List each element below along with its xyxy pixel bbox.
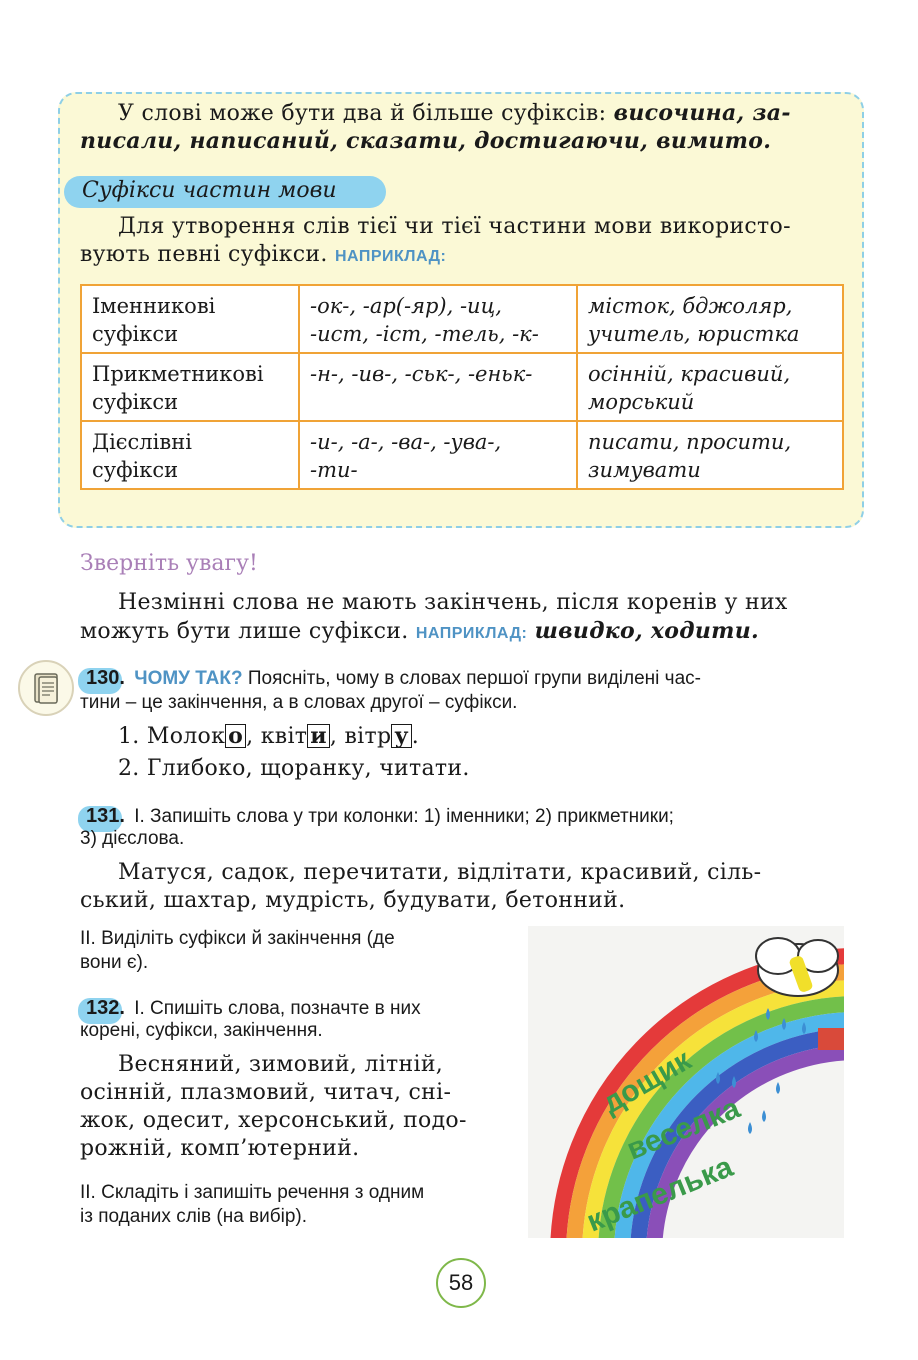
exercise-131-part2-line-1: ІІ. Виділіть суфікси й закінчення (де (80, 928, 395, 949)
table-row: Іменникові суфікси -ок-, -ар(-яр), -иц, -ист, -іст, -тель, -к- місток, бджоляр, учитель, юристка (81, 285, 843, 353)
exercise-number: 132. (80, 996, 129, 1021)
attention-line-2: можуть бути лише суфікси. НАПРИКЛАД: швидко, ходити. (80, 618, 760, 644)
page-number: 58 (436, 1258, 486, 1308)
exercise-number: 131. (80, 804, 129, 829)
exercise-130-row-2: 2. Глибоко, щоранку, читати. (118, 756, 470, 781)
exercise-132-part2-line-1: ІІ. Складіть і запишіть речення з одним (80, 1182, 425, 1203)
word-krapelka: крапелька (582, 1150, 738, 1238)
notebook-icon (18, 660, 74, 716)
word-doshchyk: дощик (597, 1043, 697, 1121)
exercise-131-line-1: 131. І. Запишіть слова у три колонки: 1) іменники; 2) прикметники; (80, 804, 674, 829)
exercise-130-row-1: 1. Молок о , квіт и , вітр у . (118, 723, 420, 749)
exercise-130-line-1: 130. ЧОМУ ТАК? Поясніть, чому в словах першої групи виділені час- (80, 666, 701, 691)
exercise-tag: ЧОМУ ТАК? (134, 668, 243, 689)
word-veselka: веселка (622, 1091, 745, 1167)
exercise-131-part2-line-2: вони є). (80, 952, 149, 973)
exercise-132-words-2: осінній, плазмовий, читач, сні- (80, 1080, 452, 1105)
exercise-132-part2-line-2: із поданих слів (на вибір). (80, 1206, 308, 1227)
exercise-130-line-2: тини – це закінчення, а в словах другої – суфікси. (80, 692, 518, 713)
exercise-131-line-2: 3) дієслова. (80, 828, 185, 849)
attention-line-1: Незмінні слова не мають закінчень, після коренів у них (118, 590, 788, 615)
exercise-132-line-1: 132. І. Спишіть слова, позначте в них (80, 996, 421, 1021)
exercise-131-words-1: Матуся, садок, перечитати, відлітати, красивий, сіль- (118, 860, 762, 885)
rule-para-1: Для утворення слів тієї чи тієї частини мови використо- (118, 214, 791, 239)
attention-heading: Зверніть увагу! (80, 551, 258, 576)
table-row: Прикметникові суфікси -н-, -ив-, -ськ-, -еньк- осінній, красивий, морський (81, 353, 843, 421)
rule-line-2: писали, написаний, сказати, достигаючи, вимито. (80, 128, 772, 154)
rule-para-2: вують певні суфікси. НАПРИКЛАД: (80, 242, 447, 267)
rainbow-illustration (528, 926, 844, 1238)
suffix-table (80, 284, 844, 490)
table-row: Дієслівні суфікси -и-, -а-, -ва-, -ува-, -ти- писати, просити, зимувати (81, 421, 843, 489)
exercise-131-words-2: ський, шахтар, мудрість, будувати, бетонний. (80, 888, 626, 913)
exercise-132-words-4: рожній, комп’ютерний. (80, 1136, 360, 1161)
exercise-132-line-2: корені, суфікси, закінчення. (80, 1020, 323, 1041)
exercise-132-words-3: жок, одесит, херсонський, подо- (80, 1108, 467, 1133)
exercise-132-words-1: Весняний, зимовий, літній, (118, 1052, 444, 1077)
example-label: НАПРИКЛАД: (334, 248, 447, 265)
subheading: Суфікси частин мови (82, 178, 337, 203)
rule-line-1: У слові може бути два й більше суфіксів: височина, за- (118, 100, 791, 126)
exercise-number: 130. (80, 666, 129, 691)
